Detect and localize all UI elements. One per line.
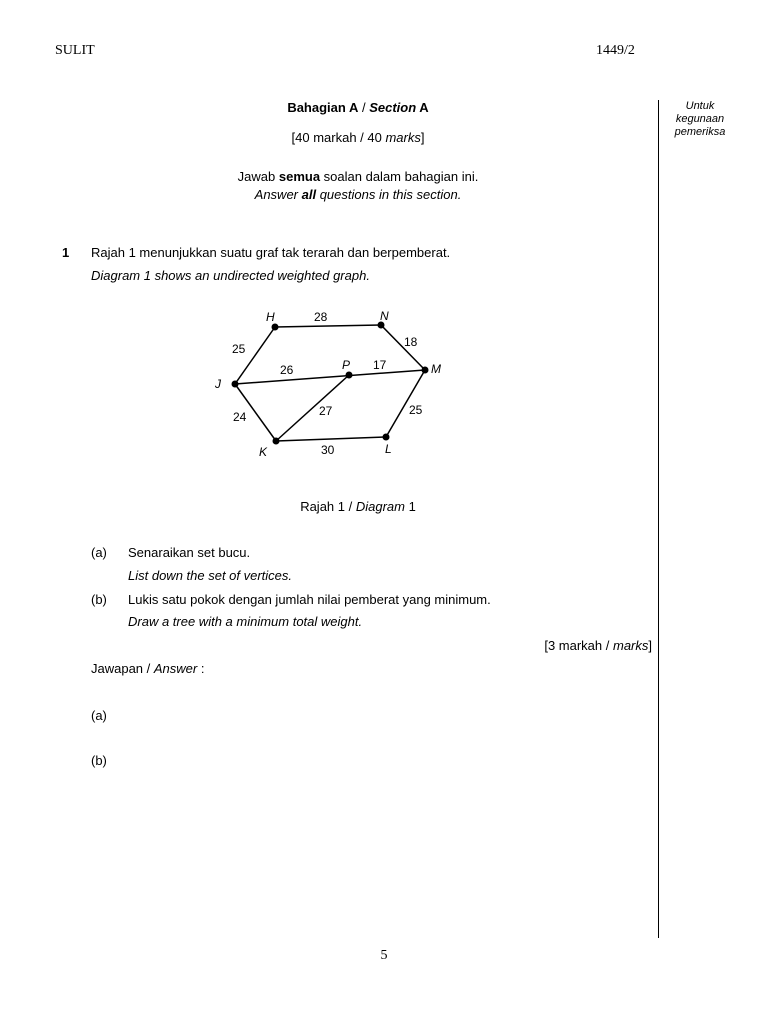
part-a-text-ms: Senaraikan set bucu. (128, 545, 251, 560)
instruction-ms-post: soalan dalam bahagian ini. (320, 169, 479, 184)
instruction-en-pre: Answer (254, 187, 302, 202)
part-b-text-en: Draw a tree with a minimum total weight. (128, 614, 363, 629)
section-title-slash: / (358, 100, 370, 115)
examiner-margin-line (658, 100, 659, 938)
caption-en: Diagram (355, 499, 405, 514)
weight-h-n: 28 (314, 310, 328, 324)
vertex-l (383, 434, 390, 441)
answer-post: : (197, 661, 205, 676)
edge-k-p (276, 375, 349, 441)
section-marks (240, 130, 476, 145)
caption-ms: Rajah 1 / (300, 499, 356, 514)
section-title-ms: Bahagian A (287, 100, 359, 115)
edge-k-l (276, 437, 386, 441)
answer-heading (91, 661, 204, 676)
caption-num: 1 (404, 499, 416, 514)
answer-pre: Jawapan / (91, 661, 154, 676)
vertex-m (422, 367, 429, 374)
vertex-label-m: M (431, 362, 441, 376)
paper-code: 1449/2 (596, 43, 635, 58)
question-number: 1 (62, 245, 70, 260)
vertex-p (346, 372, 353, 379)
vertex-label-j: J (215, 377, 221, 391)
question-stem-ms: Rajah 1 menunjukkan suatu graf tak terarah dan berpemberat. (91, 245, 451, 260)
marks-post: ] (648, 638, 652, 653)
section-title-letter: A (416, 100, 429, 115)
question-stem-en: Diagram 1 shows an undirected weighted graph. (91, 268, 370, 283)
weighted-graph-diagram (205, 300, 455, 465)
part-a-text-en: List down the set of vertices. (128, 568, 293, 583)
part-a-label: (a) (91, 545, 107, 560)
instruction-en-bold: all (301, 187, 317, 202)
question-marks (500, 638, 652, 653)
weight-j-k: 24 (233, 410, 247, 424)
answer-b-label: (b) (91, 753, 107, 768)
part-b-text-ms: Lukis satu pokok dengan jumlah nilai pemberat yang minimum. (128, 592, 491, 607)
vertex-label-l: L (385, 442, 392, 456)
examiner-note: Untuk kegunaan pemeriksa (674, 100, 726, 138)
weight-m-l: 25 (409, 403, 423, 417)
marks-pre: [3 markah / (544, 638, 613, 653)
edge-j-m (235, 370, 425, 384)
weight-h-j: 25 (232, 342, 246, 356)
answer-a-label: (a) (91, 708, 107, 723)
weight-k-p: 27 (319, 404, 333, 418)
instruction-ms-pre: Jawab (237, 169, 279, 184)
part-b-label: (b) (91, 592, 107, 607)
section-title (240, 100, 476, 115)
vertex-label-n: N (380, 309, 389, 323)
weight-n-m: 18 (404, 335, 418, 349)
section-title-en: Section (369, 100, 417, 115)
vertex-h (272, 324, 279, 331)
instruction-ms (200, 169, 516, 184)
marks-italic: marks (612, 638, 649, 653)
vertex-label-k: K (259, 445, 268, 459)
edge-h-n (275, 325, 381, 327)
answer-italic: Answer (153, 661, 198, 676)
vertex-k (273, 438, 280, 445)
weight-j-m: 26 (280, 363, 294, 377)
diagram-caption (240, 499, 476, 514)
vertex-j (232, 381, 239, 388)
weight-p-m: 17 (373, 358, 387, 372)
section-marks-close: ] (420, 130, 425, 145)
edge-n-m (381, 325, 425, 370)
vertex-label-h: H (266, 310, 275, 324)
section-marks-italic: marks (385, 130, 421, 145)
weight-k-l: 30 (321, 443, 335, 457)
instruction-en-post: questions in this section. (316, 187, 462, 202)
instruction-en (200, 187, 516, 202)
page-number: 5 (380, 948, 388, 963)
vertex-label-p: P (342, 358, 351, 372)
header-label: SULIT (55, 43, 95, 58)
instruction-ms-bold: semua (278, 169, 321, 184)
section-marks-open: [40 markah / 40 (291, 130, 386, 145)
